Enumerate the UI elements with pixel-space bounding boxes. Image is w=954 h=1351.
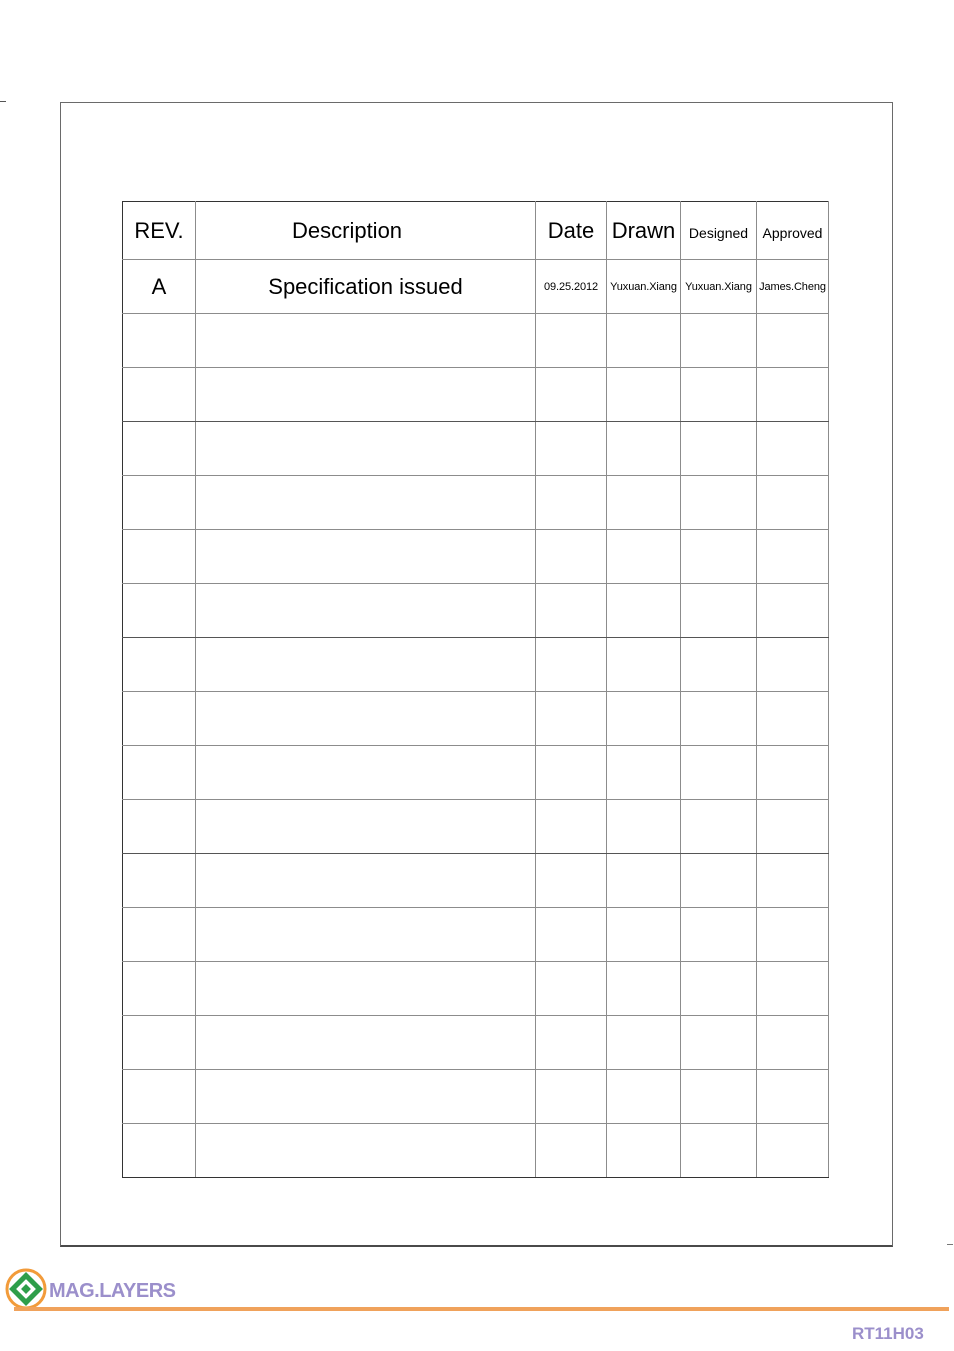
- table-cell: [681, 800, 757, 854]
- header-rev: REV.: [123, 202, 196, 260]
- document-code: RT11H03: [852, 1324, 924, 1343]
- table-cell: [757, 1016, 829, 1070]
- table-cell: [536, 1070, 607, 1124]
- table-cell: [607, 638, 681, 692]
- table-cell: [681, 1016, 757, 1070]
- table-cell: [681, 746, 757, 800]
- table-cell: [536, 692, 607, 746]
- table-cell: [757, 1124, 829, 1178]
- table-cell: [757, 422, 829, 476]
- table-cell: [607, 746, 681, 800]
- table-cell: [536, 746, 607, 800]
- table-cell: [123, 638, 196, 692]
- table-row: [123, 1016, 829, 1070]
- table-row: [123, 314, 829, 368]
- brand-name: MAG.LAYERS: [49, 1280, 176, 1302]
- table-cell: [681, 476, 757, 530]
- crop-mark-right: [947, 1244, 953, 1245]
- table-cell: [757, 746, 829, 800]
- table-row: [123, 1070, 829, 1124]
- table-cell: [681, 584, 757, 638]
- table-cell: [536, 962, 607, 1016]
- table-cell: [196, 314, 536, 368]
- table-row: [123, 746, 829, 800]
- table-cell: [757, 476, 829, 530]
- header-approved: Approved: [757, 202, 829, 260]
- header-description: Description: [196, 202, 536, 260]
- table-cell: [196, 1070, 536, 1124]
- table-row: [123, 1124, 829, 1178]
- table-cell: [607, 1016, 681, 1070]
- maglayers-diamond-logo-icon: [5, 1268, 47, 1310]
- table-cell: [536, 800, 607, 854]
- table-cell: [123, 476, 196, 530]
- table-cell: [536, 476, 607, 530]
- cell-rev: A: [123, 260, 196, 314]
- table-cell: [607, 908, 681, 962]
- table-cell: [123, 854, 196, 908]
- table-cell: [757, 854, 829, 908]
- table-cell: [196, 476, 536, 530]
- table-cell: [536, 368, 607, 422]
- table-cell: [196, 638, 536, 692]
- table-cell: [681, 1070, 757, 1124]
- table-cell: [757, 962, 829, 1016]
- table-cell: [196, 368, 536, 422]
- table-cell: [123, 422, 196, 476]
- cell-approved: James.Cheng: [757, 260, 829, 314]
- table-cell: [681, 530, 757, 584]
- table-row: [123, 638, 829, 692]
- table-cell: [196, 854, 536, 908]
- table-cell: [123, 908, 196, 962]
- table-cell: [681, 314, 757, 368]
- table-row: [123, 854, 829, 908]
- table-cell: [607, 476, 681, 530]
- table-header-row: [123, 202, 829, 260]
- table-cell: [607, 854, 681, 908]
- table-cell: [123, 368, 196, 422]
- table-cell: [123, 692, 196, 746]
- table-cell: [123, 314, 196, 368]
- cell-description: Specification issued: [196, 260, 536, 314]
- table-cell: [196, 584, 536, 638]
- table-cell: [123, 1016, 196, 1070]
- table-cell: [607, 1124, 681, 1178]
- table-cell: [607, 962, 681, 1016]
- table-cell: [123, 962, 196, 1016]
- header-drawn: Drawn: [607, 202, 681, 260]
- table-cell: [681, 962, 757, 1016]
- table-cell: [196, 692, 536, 746]
- table-cell: [607, 314, 681, 368]
- table-row: [123, 908, 829, 962]
- header-designed: Designed: [681, 202, 757, 260]
- cell-date: 09.25.2012: [536, 260, 607, 314]
- table-cell: [123, 800, 196, 854]
- table-cell: [681, 422, 757, 476]
- table-cell: [196, 530, 536, 584]
- table-cell: [196, 962, 536, 1016]
- table-cell: [757, 692, 829, 746]
- table-row: [123, 422, 829, 476]
- table-cell: [196, 1124, 536, 1178]
- revision-table: [122, 201, 829, 1178]
- table-cell: [536, 1016, 607, 1070]
- crop-mark-left: [0, 101, 6, 102]
- table-cell: [536, 422, 607, 476]
- table-cell: [757, 314, 829, 368]
- table-cell: [681, 692, 757, 746]
- table-cell: [536, 854, 607, 908]
- table-cell: [536, 1124, 607, 1178]
- table-cell: [123, 1124, 196, 1178]
- table-row: [123, 800, 829, 854]
- table-row: [123, 260, 829, 314]
- table-cell: [536, 908, 607, 962]
- table-cell: [607, 692, 681, 746]
- table-cell: [196, 1016, 536, 1070]
- table-cell: [607, 584, 681, 638]
- table-cell: [757, 800, 829, 854]
- table-cell: [757, 908, 829, 962]
- cell-drawn: Yuxuan.Xiang: [607, 260, 681, 314]
- table-cell: [681, 854, 757, 908]
- table-cell: [123, 1070, 196, 1124]
- table-cell: [123, 584, 196, 638]
- table-cell: [536, 314, 607, 368]
- table-cell: [757, 530, 829, 584]
- table-cell: [757, 1070, 829, 1124]
- cell-designed: Yuxuan.Xiang: [681, 260, 757, 314]
- table-cell: [607, 1070, 681, 1124]
- table-cell: [681, 908, 757, 962]
- table-cell: [681, 368, 757, 422]
- table-cell: [536, 530, 607, 584]
- table-cell: [607, 530, 681, 584]
- footer-rule: [14, 1307, 949, 1311]
- table-cell: [607, 800, 681, 854]
- table-cell: [757, 368, 829, 422]
- table-cell: [196, 746, 536, 800]
- table-cell: [607, 368, 681, 422]
- table-row: [123, 530, 829, 584]
- table-cell: [757, 584, 829, 638]
- table-cell: [196, 422, 536, 476]
- table-cell: [536, 638, 607, 692]
- table-cell: [536, 584, 607, 638]
- table-cell: [681, 638, 757, 692]
- table-row: [123, 476, 829, 530]
- header-date: Date: [536, 202, 607, 260]
- table-row: [123, 692, 829, 746]
- table-row: [123, 962, 829, 1016]
- table-cell: [123, 530, 196, 584]
- table-cell: [123, 746, 196, 800]
- table-cell: [196, 908, 536, 962]
- table-row: [123, 368, 829, 422]
- table-cell: [607, 422, 681, 476]
- table-cell: [196, 800, 536, 854]
- table-cell: [681, 1124, 757, 1178]
- table-cell: [757, 638, 829, 692]
- table-row: [123, 584, 829, 638]
